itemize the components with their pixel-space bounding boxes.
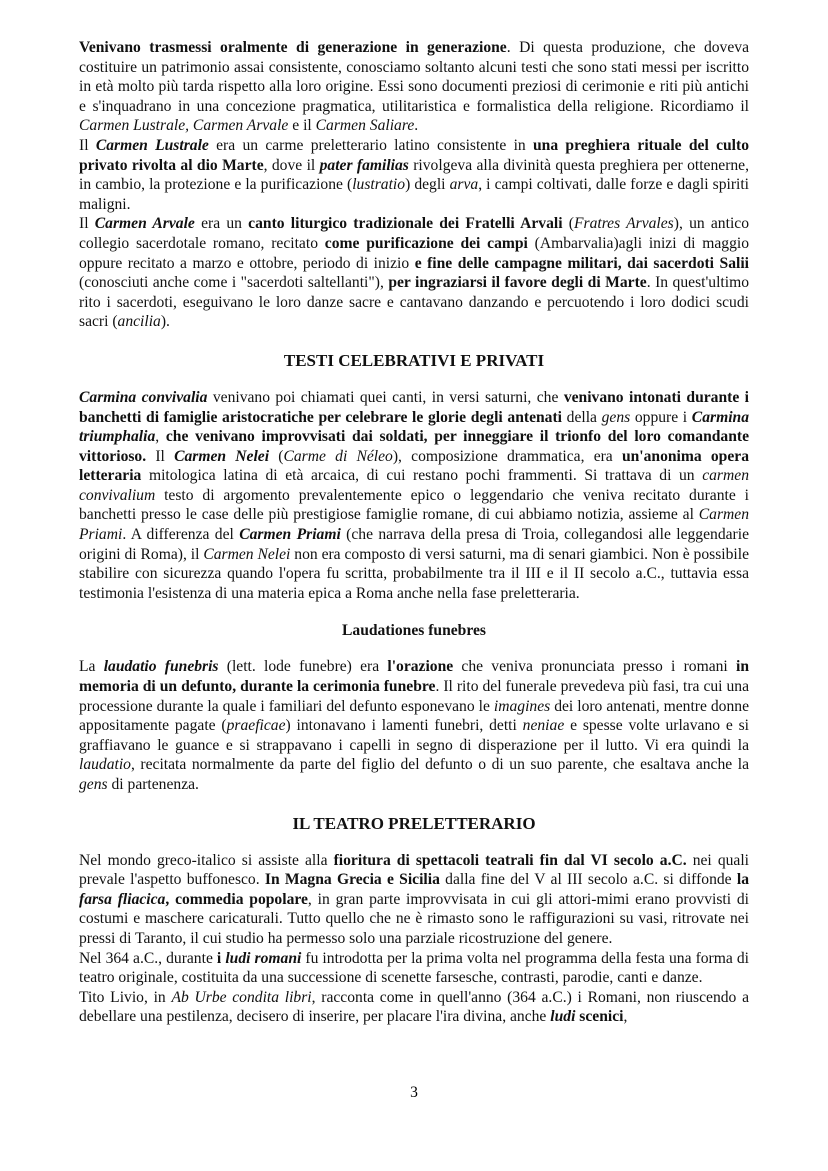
text-run: nei quali prevale l'aspetto buffonesco.: [79, 851, 749, 889]
heading-testi-celebrativi: TESTI CELEBRATIVI E PRIVATI: [283, 350, 545, 370]
text-run: e spesse volte urlavano e si graffiavano le guance e si strappavano i capelli in segno di disperazione per il lutto. Vi era quindi la: [79, 717, 750, 754]
text-run: laudatio funebris: [103, 658, 219, 676]
text-run: pater familias: [319, 156, 409, 174]
text-run: e il: [288, 117, 316, 135]
text-run: ) degli: [405, 176, 450, 194]
text-run: testo di argomento prevalentemente epico o leggendario che veniva recitato durante i banchetti presso le case delle più prestigiose famiglie romane, di cui abbiamo notizia, assieme al: [79, 486, 749, 524]
text-run: lustratio: [352, 176, 406, 194]
text-run: di partenenza.: [107, 776, 199, 793]
text-run: mitologica latina di età arcaica, di cui restano pochi frammenti. Si trattava di un: [141, 467, 703, 485]
text-run: neniae: [522, 717, 565, 735]
text-run: gens: [79, 776, 108, 793]
text-run: fioritura di spettacoli teatrali fin dal VI secolo a.C.: [333, 851, 687, 869]
text-run: Carmen Nelei: [174, 447, 270, 465]
text-run: , recitata normalmente da parte del figlio del defunto o di un suo parente, che esaltava anche la: [130, 756, 749, 774]
text-run: ) intonavano i lamenti funebri, detti: [285, 717, 523, 735]
text-run: In Magna Grecia e Sicilia: [264, 871, 440, 889]
text-run: Carmen Nelei: [203, 545, 291, 563]
text-run: arva: [449, 176, 479, 194]
text-run: ,: [623, 1008, 628, 1026]
text-run: (: [562, 215, 574, 233]
text-run: fu introdotta per la prima volta nel programma della festa una forma di teatro originale, costituita da una successione di scenette farsesche, contrasti, parodie, canti e danze.: [79, 949, 749, 987]
text-run: Nel 364 a.C., durante: [79, 949, 217, 967]
text-run: non era composto di versi saturni, ma di senari giambici. Non è possibile stabilire con sicurezza quando l'opera fu scritta, probabilmente tra il III e il II secolo a.C., tuttavia essa testimonia l'esistenza di una materia epica a Roma anche nella fase preletteraria.: [79, 545, 749, 602]
document-page: [79, 38, 749, 1027]
heading-teatro-preletterario: IL TEATRO PRELETTERARIO: [292, 813, 536, 833]
text-run: Il: [146, 447, 175, 465]
text-run: ludi romani: [225, 949, 302, 967]
text-run: Tito Livio, in: [79, 988, 172, 1006]
text-run: imagines: [493, 697, 551, 715]
text-run: . Il rito del funerale prevedeva più fasi, tra cui una processione durante la quale i familiari del defunto esponevano le: [79, 678, 749, 715]
paragraph-carmen-arvale: [79, 214, 749, 332]
text-run: Carmen Priami: [239, 526, 341, 544]
text-run: scenici: [575, 1008, 624, 1026]
text-run: Carmen Arvale: [94, 215, 195, 233]
text-run: ,: [155, 428, 166, 446]
text-run: come purificazione dei campi: [324, 234, 528, 252]
text-run: per ingraziarsi il favore degli di Marte: [388, 274, 647, 292]
paragraph-teatro-fliacica: [79, 851, 749, 949]
text-run: un'anonima opera letteraria: [79, 447, 749, 485]
page-number: 3: [410, 1084, 418, 1101]
text-run: farsa fliacica: [79, 890, 166, 908]
text-run: una preghiera rituale del culto privato rivolta al dio Marte: [79, 136, 749, 174]
text-run: .: [414, 117, 419, 135]
text-run: gens: [601, 408, 631, 426]
text-run: Carmina convivalia: [79, 388, 208, 406]
text-run: Carmen Lustrale: [95, 136, 209, 154]
text-run: Carmen Priami: [79, 506, 749, 544]
text-run: in memoria di un defunto, durante la cerimonia funebre: [79, 658, 749, 696]
text-run: , i campi coltivati, dalle forze e dagli spiriti maligni.: [79, 176, 750, 213]
text-run: Nel mondo greco-italico si assiste alla: [79, 851, 334, 869]
text-run: la: [736, 871, 750, 889]
text-run: ).: [160, 313, 170, 331]
text-run: i: [216, 949, 226, 967]
text-run: dalla fine del V al III secolo a.C. si diffonde: [439, 871, 737, 889]
text-run: e fine delle campagne militari, dai sacerdoti Salii: [414, 254, 749, 272]
text-run: l'orazione: [387, 658, 454, 676]
text-run: Fratres Arvales: [573, 215, 674, 233]
heading-laudationes-funebres: Laudationes funebres: [342, 622, 486, 640]
text-run: . A differenza del: [122, 526, 240, 544]
paragraph-intro: [79, 38, 749, 136]
text-run: ludi: [550, 1008, 576, 1026]
text-run: oppure i: [630, 408, 692, 426]
text-run: Carme di Néleo: [283, 447, 393, 465]
text-run: ), composizione drammatica, era: [392, 447, 622, 465]
text-run: era un: [194, 215, 249, 233]
text-run: (: [269, 447, 284, 465]
text-run: Ab Urbe condita libri: [171, 988, 312, 1006]
text-run: , dove il: [263, 156, 320, 174]
text-run: La: [79, 658, 104, 676]
text-run: . In quest'ultimo rito i sacerdoti, eseguivano le loro danze sacre e cantavano danzando e percuotendo i loro dodici scudi sacri (: [79, 274, 749, 331]
text-run: , racconta come in quell'anno (364 a.C.) i Romani, non riuscendo a debellare una pestilenza, decisero di inserire, per placare l'ira divina, anche: [79, 988, 749, 1026]
text-run: venivano poi chiamati quei canti, in versi saturni, che: [207, 388, 564, 406]
text-run: , in gran parte improvvisata in cui gli attori-mimi erano provvisti di costumi e maschere caricaturali. Tutto quello che ne è rimasto sono le raffigurazioni su vasi, ritrovate nei pressi di Taranto, il cui studio ha permesso solo una parziale ricostruzione del genere.: [79, 890, 749, 947]
text-run: dei loro antenati, mentre donne appositamente pagate (: [79, 697, 749, 735]
text-run: laudatio: [79, 756, 131, 774]
text-run: (Ambarvalia)agli inizi di maggio oppure recitato a marzo e ottobre, periodo di inizio: [79, 234, 750, 272]
text-run: carmen convivalium: [79, 467, 749, 504]
text-run: Il: [79, 215, 95, 233]
paragraph-carmen-lustrale: [79, 136, 749, 214]
text-run: . Di questa produzione, che doveva costituire un patrimonio assai consistente, conosciamo soltanto alcuni testi che sono stati messi per iscritto in età molto più tarda rispetto alla loro origine. Essi sono documenti preziosi di cerimonie e riti più antichi e s'inquadrano in una concezione pragmatica, utilitaristica e formalistica della religione. Ricordiamo il: [79, 39, 749, 115]
text-run: che venivano improvvisati dai soldati, per inneggiare il trionfo del loro comandante vittorioso.: [79, 428, 750, 465]
text-run: , commedia popolare: [165, 890, 308, 908]
text-run: (conosciuti anche come i "sacerdoti saltellanti"),: [79, 274, 389, 292]
paragraph-carmina-convivalia: [79, 388, 749, 604]
text-run: canto liturgico tradizionale dei Fratelli Arvali: [248, 215, 563, 233]
text-run: Carmina triumphalia: [79, 408, 749, 446]
text-run: della: [562, 408, 602, 426]
paragraph-ludi-romani: [79, 949, 749, 988]
text-run: era un carme preletterario latino consistente in: [208, 136, 533, 154]
text-run: ), un antico collegio sacerdotale romano, recitato: [79, 215, 749, 252]
text-run: Carmen Lustrale, Carmen Arvale: [79, 117, 289, 135]
paragraph-tito-livio: [79, 988, 749, 1027]
text-run: Il: [79, 136, 96, 154]
text-run: ancilia: [117, 313, 161, 331]
text-run: venivano intonati durante i banchetti di famiglie aristocratiche per celebrare le glorie degli antenati: [79, 388, 750, 426]
text-run: rivolgeva alla divinità questa preghiera per ottenerne, in cambio, la protezione e la purificazione (: [79, 156, 749, 194]
text-run: praeficae: [226, 717, 286, 735]
text-run: (che narrava della presa di Troia, collegandosi alle leggendarie origini di Roma), il: [79, 526, 749, 563]
text-run: che veniva pronunciata presso i romani: [453, 658, 736, 676]
paragraph-laudatio-funebris: [79, 657, 749, 794]
text-run: Venivano trasmessi oralmente di generazione in generazione: [79, 39, 507, 56]
text-run: (lett. lode funebre) era: [218, 658, 388, 676]
text-run: Carmen Saliare: [315, 117, 415, 135]
